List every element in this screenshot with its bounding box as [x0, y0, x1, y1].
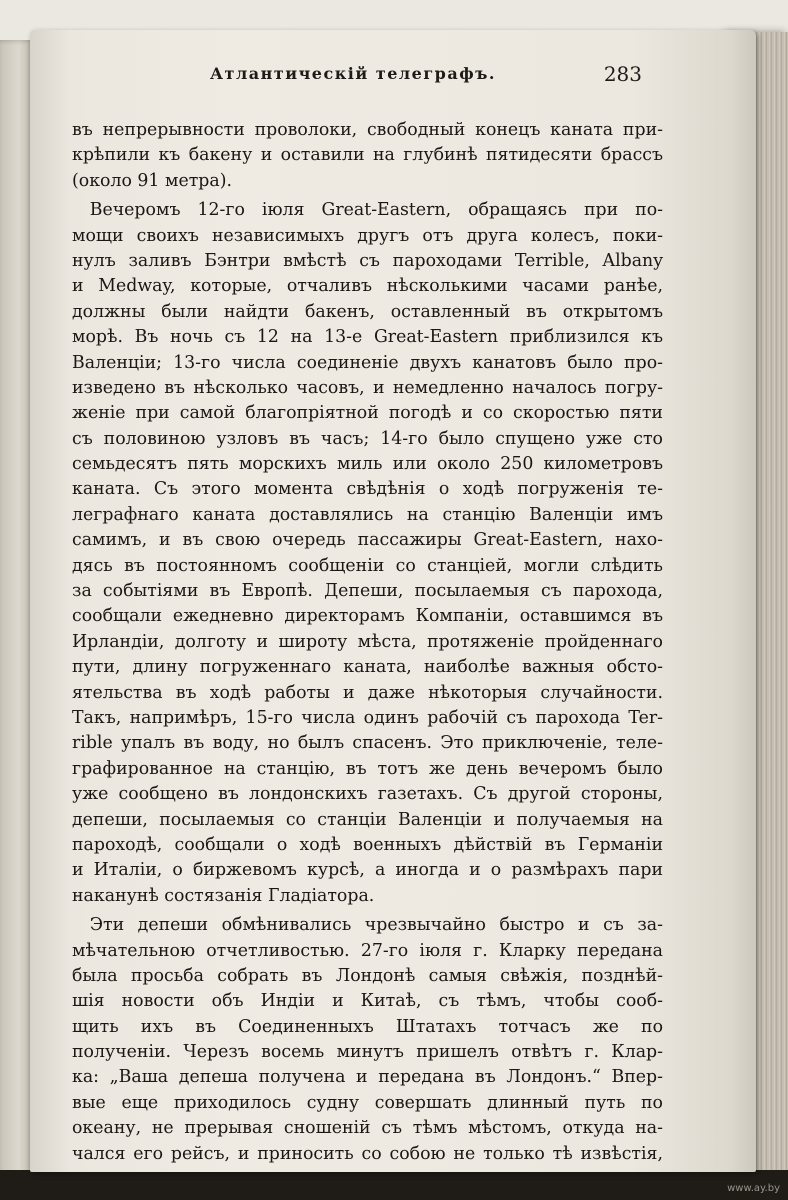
text-line: депеши, посылаемыя со станціи Валенціи и получаемыя на — [72, 809, 663, 830]
text-line: rible упалъ въ воду, но былъ спасенъ. Это приключеніе, теле- — [72, 733, 663, 754]
text-line: Ирландіи, долготу и широту мѣста, протяженіе пройденнаго — [72, 631, 663, 652]
text-line: Такъ, напримѣръ, 15-го числа одинъ рабочій съ парохода Ter- — [72, 707, 663, 728]
text-line: (около 91 метра). — [72, 170, 233, 191]
text-line: Вечеромъ 12-го іюля Great-Eastern, обращаясь при по- — [89, 200, 663, 221]
text-line: и Medway, которые, отчаливъ нѣсколькими часами ранѣе, — [72, 276, 663, 297]
running-head — [62, 62, 642, 92]
backdrop-bottom — [0, 1170, 788, 1200]
text-line: вые еще приходилось судну совершать длинный путь по — [72, 1092, 663, 1113]
text-line: полученіи. Черезъ восемь минутъ пришелъ отвѣтъ г. Клар- — [72, 1042, 663, 1063]
text-line: Валенціи; 13-го числа соединеніе двухъ канатовъ было про- — [72, 352, 663, 373]
text-line: сообщали ежедневно директорамъ Компаніи, оставшимся въ — [72, 606, 663, 627]
text-line: въ непрерывности проволоки, свободный конецъ каната при- — [72, 120, 663, 140]
left-page-edge — [0, 40, 34, 1180]
text-line: чался его рейсъ, и приносить со собою не только тѣ извѣстія, — [72, 1143, 663, 1164]
text-line: наканунѣ состязанія Гладіатора. — [72, 885, 375, 906]
text-line: должны были найдти бакенъ, оставленный въ открытомъ — [72, 301, 663, 322]
text-line: дясь въ постоянномъ сообщеніи со станціей, могли слѣдить — [72, 555, 663, 576]
text-line: и Италіи, о биржевомъ курсѣ, а иногда и о размѣрахъ пари — [72, 860, 663, 881]
text-line: ка: „Ваша депеша получена и передана въ Лондонъ.“ Впер- — [72, 1067, 663, 1088]
text-line: пути, длину погруженнаго каната, наиболѣе важныя обсто- — [72, 657, 663, 678]
text-line: шія новости объ Индіи и Китаѣ, съ тѣмъ, чтобы сооб- — [72, 991, 663, 1012]
body-text — [72, 118, 663, 1167]
text-line: была просьба собрать въ Лондонѣ самыя свѣжія, позднѣй- — [72, 965, 663, 986]
text-line: графированное на станцію, въ тотъ же день вечеромъ было — [72, 758, 663, 779]
text-line: Эти депеши обмѣнивались чрезвычайно быстро и съ за- — [89, 915, 663, 936]
text-line: пароходѣ, сообщали о ходѣ военныхъ дѣйствій въ Германіи — [72, 834, 663, 855]
page-number: 283 — [603, 62, 642, 86]
text-line: изведено въ нѣсколько часовъ, и немедленно началось погру- — [72, 377, 663, 398]
text-line: щить ихъ въ Соединенныхъ Штатахъ тотчасъ же по — [72, 1016, 663, 1037]
text-line: морѣ. Въ ночь съ 12 на 13-е Great-Eastern приблизился къ — [72, 327, 663, 348]
text-line: уже сообщено въ лондонскихъ газетахъ. Съ другой стороны, — [72, 784, 663, 805]
text-line: нулъ заливъ Бэнтри вмѣстѣ съ пароходами Terrible, Albany — [72, 250, 663, 271]
text-line: мощи своихъ независимыхъ другъ отъ друга колесъ, поки- — [72, 225, 663, 246]
text-line: каната. Съ этого момента свѣдѣнія о ходѣ погруженія те- — [72, 479, 663, 500]
text-line: леграфнаго каната доставлялись на станцію Валенціи имъ — [72, 504, 663, 525]
text-line: ятельства въ ходѣ работы и даже нѣкоторыя случайности. — [72, 682, 663, 703]
running-title: Атлантическій телеграфъ. — [210, 64, 496, 83]
text-line: океану, не прерывая сношеній съ тѣмъ мѣстомъ, откуда на- — [72, 1118, 663, 1139]
text-line: женіе при самой благопріятной погодѣ и со скоростью пяти — [72, 403, 663, 424]
text-line: самимъ, и въ свою очередь пассажиры Great-Eastern, нахо- — [72, 530, 663, 551]
text-line: крѣпили къ бакену и оставили на глубинѣ пятидесяти брассъ — [72, 145, 663, 166]
text-line: за событіями въ Европѣ. Депеши, посылаемыя съ парохода, — [72, 581, 663, 602]
text-line: съ половиною узловъ въ часъ; 14-го было спущено уже сто — [72, 428, 663, 449]
text-line: семьдесятъ пять морскихъ миль или около 250 километровъ — [72, 454, 663, 475]
text-line: мѣчательною отчетливостью. 27-го іюля г. Кларку передана — [72, 940, 663, 961]
watermark: www.ay.by — [727, 1183, 780, 1194]
